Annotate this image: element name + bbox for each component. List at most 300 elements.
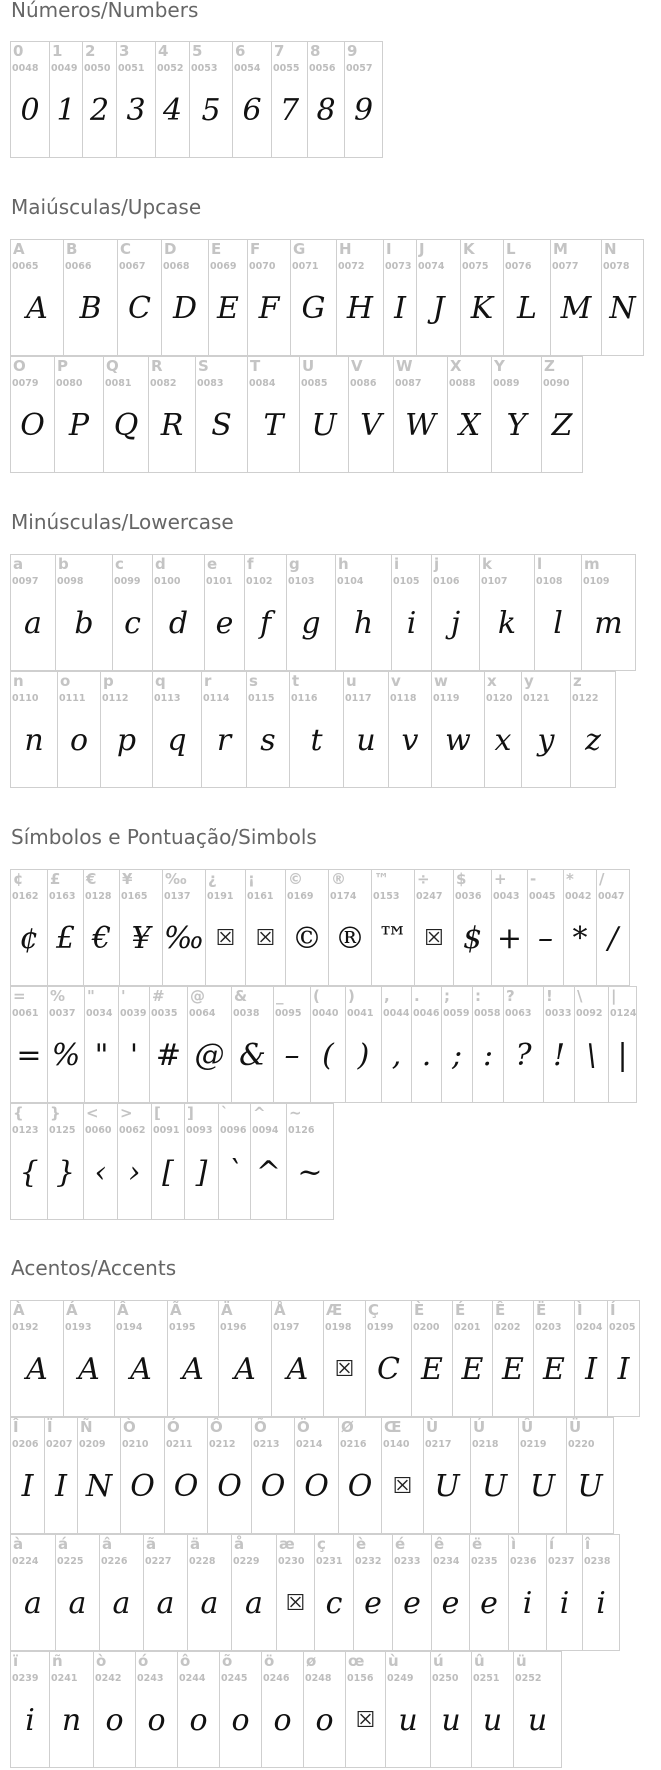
glyph-sample: `	[227, 1155, 242, 1190]
glyph-cell	[204, 554, 245, 671]
glyph-sample: '	[129, 1038, 139, 1073]
glyph-code-label: 0064	[189, 1008, 216, 1019]
glyph-character-label: Q	[106, 357, 119, 375]
glyph-character-label: Ú	[473, 1418, 486, 1436]
glyph-code-label: 0104	[337, 576, 364, 587]
glyph-code-label: 0200	[413, 1322, 440, 1333]
glyph-cell	[503, 239, 551, 356]
glyph-code-label: 0231	[316, 1556, 343, 1567]
glyph-character-label: -	[530, 870, 537, 888]
glyph-sample: i	[596, 1586, 606, 1621]
glyph-code-label: 0062	[119, 1125, 146, 1136]
glyph-character-label: ?	[506, 987, 515, 1005]
glyph-character-label: Ä	[221, 1301, 233, 1319]
glyph-sample: *	[572, 921, 588, 956]
glyph-code-label: 0214	[296, 1439, 323, 1450]
glyph-character-label: I	[386, 240, 392, 258]
glyph-cell	[543, 986, 575, 1103]
glyph-sample: D	[172, 291, 198, 326]
glyph-character-label: /	[599, 870, 605, 888]
glyph-cell	[484, 671, 522, 788]
glyph-character-label: h	[338, 555, 349, 573]
glyph-cell	[335, 554, 392, 671]
glyph-cell	[383, 239, 417, 356]
glyph-cell	[54, 356, 104, 473]
glyph-cell	[411, 1300, 453, 1417]
glyph-code-label: 0217	[425, 1439, 452, 1450]
glyph-code-label: 0041	[347, 1008, 374, 1019]
glyph-cell	[570, 671, 616, 788]
glyph-code-label: 0241	[51, 1673, 78, 1684]
glyph-character-label: k	[482, 555, 492, 573]
glyph-code-label: 0121	[523, 693, 550, 704]
glyph-sample: P	[68, 408, 90, 443]
glyph-cell	[271, 41, 308, 158]
glyph-character-label: >	[120, 1104, 133, 1122]
numbers-row-1	[10, 41, 382, 158]
glyph-code-label: 0035	[151, 1008, 178, 1019]
glyph-code-label: 0140	[383, 1439, 410, 1450]
glyph-cell	[430, 1651, 472, 1768]
glyph-cell	[574, 986, 609, 1103]
glyph-code-label: 0165	[121, 891, 148, 902]
glyph-cell	[533, 1300, 575, 1417]
glyph-code-label: 0236	[510, 1556, 537, 1567]
glyph-sample: V	[360, 408, 382, 443]
glyph-cell	[492, 1300, 534, 1417]
glyph-sample: o	[147, 1703, 166, 1738]
glyph-character-label: (	[313, 987, 320, 1005]
glyph-cell	[521, 671, 571, 788]
glyph-character-label: }	[50, 1104, 61, 1122]
glyph-code-label: 0196	[220, 1322, 247, 1333]
glyph-code-label: 0059	[443, 1008, 470, 1019]
glyph-character-label: :	[475, 987, 481, 1005]
glyph-cell	[534, 554, 582, 671]
glyph-code-label: 0114	[203, 693, 230, 704]
glyph-sample: a	[24, 606, 42, 641]
glyph-sample: n	[24, 723, 44, 758]
glyph-code-label: 0053	[191, 63, 218, 74]
glyph-code-label: 0113	[154, 693, 181, 704]
glyph-sample: ›	[128, 1155, 141, 1190]
glyph-character-label: ~	[289, 1104, 302, 1122]
glyph-code-label: 0238	[584, 1556, 611, 1567]
glyph-code-label: 0055	[273, 63, 300, 74]
glyph-character-label: g	[289, 555, 300, 573]
glyph-code-label: 0137	[164, 891, 191, 902]
glyph-code-label: 0112	[102, 693, 129, 704]
glyph-character-label: L	[506, 240, 516, 258]
glyph-cell	[119, 869, 163, 986]
glyph-code-label: 0052	[157, 63, 184, 74]
upcase-row-1	[10, 239, 643, 356]
glyph-cell	[345, 1651, 386, 1768]
glyph-character-label: Ö	[297, 1418, 310, 1436]
glyph-cell	[608, 986, 637, 1103]
glyph-character-label: ö	[264, 1652, 275, 1670]
glyph-code-label: 0078	[603, 261, 630, 272]
glyph-sample: i	[406, 606, 417, 641]
glyph-sample: S	[211, 408, 232, 443]
lowercase-row-1	[10, 554, 635, 671]
glyph-sample: c	[124, 606, 141, 641]
glyph-cell	[289, 671, 344, 788]
glyph-sample: B	[79, 291, 102, 326]
glyph-sample: )	[357, 1038, 370, 1073]
glyph-code-label: 0218	[472, 1439, 499, 1450]
glyph-code-label: 0193	[65, 1322, 92, 1333]
glyph-cell	[452, 1300, 493, 1417]
glyph-sample: (	[322, 1038, 334, 1073]
glyph-character-label: Z	[544, 357, 555, 375]
glyph-sample: $	[462, 921, 483, 956]
glyph-sample: l	[553, 606, 563, 641]
glyph-cell	[162, 869, 206, 986]
glyph-character-label: +	[494, 870, 507, 888]
glyph-code-label: 0161	[247, 891, 274, 902]
glyph-sample: u	[527, 1703, 548, 1738]
missing-glyph-icon: ☒	[215, 926, 236, 951]
glyph-sample: n	[61, 1703, 82, 1738]
glyph-cell	[231, 986, 274, 1103]
glyph-cell	[491, 869, 528, 986]
glyph-code-label: 0219	[520, 1439, 547, 1450]
glyph-character-label: y	[524, 672, 534, 690]
glyph-code-label: 0043	[493, 891, 520, 902]
glyph-cell	[244, 554, 287, 671]
glyph-cell	[271, 1300, 324, 1417]
glyph-sample: a	[112, 1586, 131, 1621]
glyph-character-label: o	[60, 672, 71, 690]
glyph-character-label: Õ	[254, 1418, 267, 1436]
glyph-character-label: É	[455, 1301, 466, 1319]
glyph-cell	[299, 356, 349, 473]
glyph-character-label: e	[207, 555, 218, 573]
glyph-code-label: 0085	[301, 378, 328, 389]
glyph-cell	[336, 239, 384, 356]
glyph-sample: O	[173, 1469, 199, 1504]
glyph-character-label: Û	[521, 1418, 534, 1436]
glyph-sample: ^	[255, 1155, 282, 1190]
glyph-code-label: 0065	[12, 261, 39, 272]
glyph-character-label: |	[611, 987, 617, 1005]
glyph-cell	[353, 1534, 393, 1651]
glyph-sample: A	[26, 1352, 48, 1387]
glyph-code-label: 0207	[46, 1439, 73, 1450]
glyph-code-label: 0163	[49, 891, 76, 902]
section-title-accents: Acentos/Accents	[11, 1256, 177, 1280]
glyph-cell	[307, 41, 345, 158]
glyph-cell	[49, 41, 83, 158]
glyph-sample: b	[74, 606, 94, 641]
glyph-character-label: @	[190, 987, 205, 1005]
glyph-character-label: £	[50, 870, 61, 888]
glyph-sample: I	[55, 1469, 67, 1504]
glyph-cell	[55, 554, 113, 671]
glyph-cell	[77, 1417, 121, 1534]
glyph-cell	[431, 671, 485, 788]
glyph-sample: J	[432, 291, 445, 326]
glyph-code-label: 0250	[432, 1673, 459, 1684]
glyph-cell	[155, 41, 190, 158]
glyph-character-label: !	[546, 987, 553, 1005]
glyph-cell	[285, 869, 329, 986]
glyph-code-label: 0123	[12, 1125, 39, 1136]
glyph-sample: +	[496, 921, 523, 956]
glyph-character-label: Y	[494, 357, 505, 375]
glyph-character-label: r	[204, 672, 212, 690]
glyph-cell	[246, 671, 290, 788]
glyph-character-label: Ç	[368, 1301, 380, 1319]
glyph-cell	[447, 356, 492, 473]
glyph-character-label: J	[419, 240, 425, 258]
glyph-sample: £	[55, 921, 76, 956]
glyph-code-label: 0090	[543, 378, 570, 389]
glyph-sample: L	[517, 291, 537, 326]
glyph-cell	[550, 239, 602, 356]
glyph-sample: R	[160, 408, 184, 443]
glyph-sample: ‹	[94, 1155, 107, 1190]
glyph-code-label: 0056	[309, 63, 336, 74]
glyph-cell	[294, 1417, 339, 1534]
glyph-character-label: A	[13, 240, 25, 258]
glyph-code-label: 0242	[95, 1673, 122, 1684]
glyph-code-label: 0063	[505, 1008, 532, 1019]
glyph-cell	[348, 356, 394, 473]
glyph-sample: e	[441, 1586, 460, 1621]
glyph-code-label: 0084	[249, 378, 276, 389]
glyph-character-label: ç	[317, 1535, 326, 1553]
glyph-character-label: &	[234, 987, 248, 1005]
glyph-cell	[10, 671, 58, 788]
glyph-character-label: Ì	[577, 1301, 583, 1319]
glyph-cell	[231, 1534, 277, 1651]
glyph-cell	[10, 554, 56, 671]
glyph-sample: o	[231, 1703, 250, 1738]
glyph-character-label: "	[87, 987, 95, 1005]
glyph-sample: I	[21, 1469, 34, 1504]
glyph-code-label: 0098	[57, 576, 84, 587]
glyph-sample: k	[497, 606, 517, 641]
accents-row-3	[10, 1534, 619, 1651]
glyph-sample: j	[450, 606, 461, 641]
glyph-cell	[205, 869, 246, 986]
glyph-sample: E	[543, 1352, 565, 1387]
glyph-cell	[114, 1300, 168, 1417]
glyph-character-label: Á	[66, 1301, 78, 1319]
glyph-code-label: 0205	[609, 1322, 636, 1333]
missing-glyph-icon: ☒	[334, 1357, 355, 1382]
glyph-code-label: 0088	[449, 378, 476, 389]
glyph-character-label: ¢	[13, 870, 24, 888]
glyph-code-label: 0213	[253, 1439, 280, 1450]
glyph-cell	[393, 356, 448, 473]
glyph-code-label: 0156	[347, 1673, 374, 1684]
glyph-cell	[100, 671, 153, 788]
glyph-code-label: 0235	[471, 1556, 498, 1567]
glyph-code-label: 0232	[355, 1556, 382, 1567]
glyph-character-label: s	[249, 672, 258, 690]
glyph-cell	[310, 986, 346, 1103]
glyph-code-label: 0191	[207, 891, 234, 902]
glyph-sample: i	[522, 1586, 533, 1621]
glyph-sample: E	[461, 1352, 484, 1387]
glyph-character-label: ü	[516, 1652, 527, 1670]
glyph-code-label: 0102	[246, 576, 273, 587]
glyph-code-label: 0119	[433, 693, 460, 704]
glyph-character-label: [	[154, 1104, 161, 1122]
glyph-code-label: 0040	[312, 1008, 339, 1019]
glyph-code-label: 0057	[346, 63, 373, 74]
symbols-row-1	[10, 869, 629, 986]
glyph-code-label: 0095	[275, 1008, 302, 1019]
glyph-sample: m	[594, 606, 623, 641]
glyph-sample: Q	[113, 408, 139, 443]
glyph-character-label: Ï	[47, 1418, 53, 1436]
glyph-sample: U	[434, 1469, 460, 1504]
glyph-character-label: È	[414, 1301, 425, 1319]
glyph-character-label: N	[604, 240, 617, 258]
glyph-cell	[273, 986, 311, 1103]
glyph-sample: i	[25, 1703, 35, 1738]
glyph-code-label: 0075	[462, 261, 489, 272]
glyph-cell	[63, 1300, 115, 1417]
glyph-code-label: 0042	[565, 891, 592, 902]
glyph-cell	[381, 986, 412, 1103]
glyph-code-label: 0107	[481, 576, 508, 587]
glyph-character-label: ñ	[52, 1652, 63, 1670]
glyph-code-label: 0128	[85, 891, 112, 902]
glyph-code-label: 0086	[350, 378, 377, 389]
glyph-code-label: 0199	[367, 1322, 394, 1333]
glyph-sample: C	[128, 291, 151, 326]
glyph-code-label: 0083	[197, 378, 224, 389]
glyph-code-label: 0110	[12, 693, 39, 704]
glyph-sample: A	[26, 291, 48, 326]
glyph-character-label: j	[434, 555, 440, 573]
glyph-code-label: 0198	[325, 1322, 352, 1333]
glyph-sample: f	[259, 606, 272, 641]
glyph-sample: U	[529, 1469, 556, 1504]
glyph-sample: I	[617, 1352, 630, 1387]
glyph-sample: r	[216, 723, 232, 758]
glyph-code-label: 0093	[186, 1125, 213, 1136]
glyph-cell	[93, 1651, 136, 1768]
glyph-cell	[201, 671, 247, 788]
glyph-sample: a	[68, 1586, 87, 1621]
glyph-sample: 8	[316, 93, 336, 128]
glyph-sample: {	[19, 1155, 39, 1190]
glyph-code-label: 0101	[206, 576, 233, 587]
glyph-sample: A	[130, 1352, 152, 1387]
glyph-character-label: œ	[348, 1652, 365, 1670]
glyph-cell	[218, 1103, 251, 1220]
glyph-sample: "	[94, 1038, 109, 1073]
glyph-sample: a	[24, 1586, 42, 1621]
glyph-cell	[10, 1534, 56, 1651]
glyph-code-label: 0227	[145, 1556, 172, 1567]
glyph-sample: ©	[292, 921, 322, 956]
glyph-sample: H	[346, 291, 374, 326]
glyph-character-label: V	[351, 357, 363, 375]
glyph-code-label: 0091	[153, 1125, 180, 1136]
glyph-cell	[103, 356, 149, 473]
glyph-character-label: z	[573, 672, 582, 690]
glyph-character-label: ë	[472, 1535, 483, 1553]
glyph-character-label: á	[58, 1535, 69, 1553]
glyph-cell	[286, 554, 336, 671]
glyph-code-label: 0229	[233, 1556, 260, 1567]
glyph-cell	[508, 1534, 547, 1651]
glyph-cell	[10, 1300, 64, 1417]
glyph-character-label: ÷	[417, 870, 430, 888]
glyph-character-label: 2	[85, 42, 96, 60]
glyph-character-label: Ô	[210, 1418, 223, 1436]
glyph-character-label: t	[292, 672, 300, 690]
glyph-sample: U	[481, 1469, 508, 1504]
glyph-character-label: *	[566, 870, 574, 888]
glyph-code-label: 0094	[252, 1125, 279, 1136]
glyph-sample: e	[364, 1586, 382, 1621]
glyph-character-label: C	[120, 240, 132, 258]
glyph-code-label: 0115	[248, 693, 275, 704]
missing-glyph-icon: ☒	[424, 926, 444, 951]
glyph-cell	[232, 41, 272, 158]
glyph-cell	[385, 1651, 431, 1768]
glyph-code-label: 0206	[12, 1439, 39, 1450]
glyph-character-label: õ	[222, 1652, 233, 1670]
upcase-row-2	[10, 356, 582, 473]
glyph-sample: &	[239, 1038, 266, 1073]
glyph-sample: a	[245, 1586, 263, 1621]
glyph-cell	[10, 356, 55, 473]
glyph-cell	[423, 1417, 471, 1534]
glyph-character-label: $	[456, 870, 467, 888]
glyph-cell	[365, 1300, 412, 1417]
glyph-character-label: l	[537, 555, 543, 573]
glyph-character-label: ™	[374, 870, 389, 888]
glyph-character-label: ê	[434, 1535, 445, 1553]
glyph-code-label: 0248	[305, 1673, 332, 1684]
glyph-sample: a	[156, 1586, 175, 1621]
glyph-code-label: 0105	[393, 576, 420, 587]
glyph-code-label: 0034	[86, 1008, 113, 1019]
glyph-sample: c	[325, 1586, 343, 1621]
glyph-character-label: ï	[13, 1652, 19, 1670]
glyph-character-label: Í	[610, 1301, 616, 1319]
glyph-sample: ~	[297, 1155, 323, 1190]
glyph-sample: i	[559, 1586, 570, 1621]
glyph-character-label: Ø	[341, 1418, 354, 1436]
glyph-cell	[596, 869, 630, 986]
glyph-sample: O	[260, 1469, 286, 1504]
glyph-cell	[563, 869, 597, 986]
glyph-character-label: \	[577, 987, 583, 1005]
glyph-cell	[10, 986, 48, 1103]
glyph-character-label: W	[396, 357, 413, 375]
glyph-sample: y	[537, 723, 555, 758]
glyph-code-label: 0069	[210, 261, 237, 272]
glyph-sample: g	[301, 606, 321, 641]
glyph-character-label: m	[584, 555, 600, 573]
glyph-sample: 5	[201, 93, 221, 128]
glyph-sample: o	[105, 1703, 124, 1738]
glyph-character-label: Œ	[384, 1418, 402, 1436]
accents-row-4	[10, 1651, 561, 1768]
glyph-character-label: a	[13, 555, 24, 573]
glyph-sample: =	[16, 1038, 42, 1073]
